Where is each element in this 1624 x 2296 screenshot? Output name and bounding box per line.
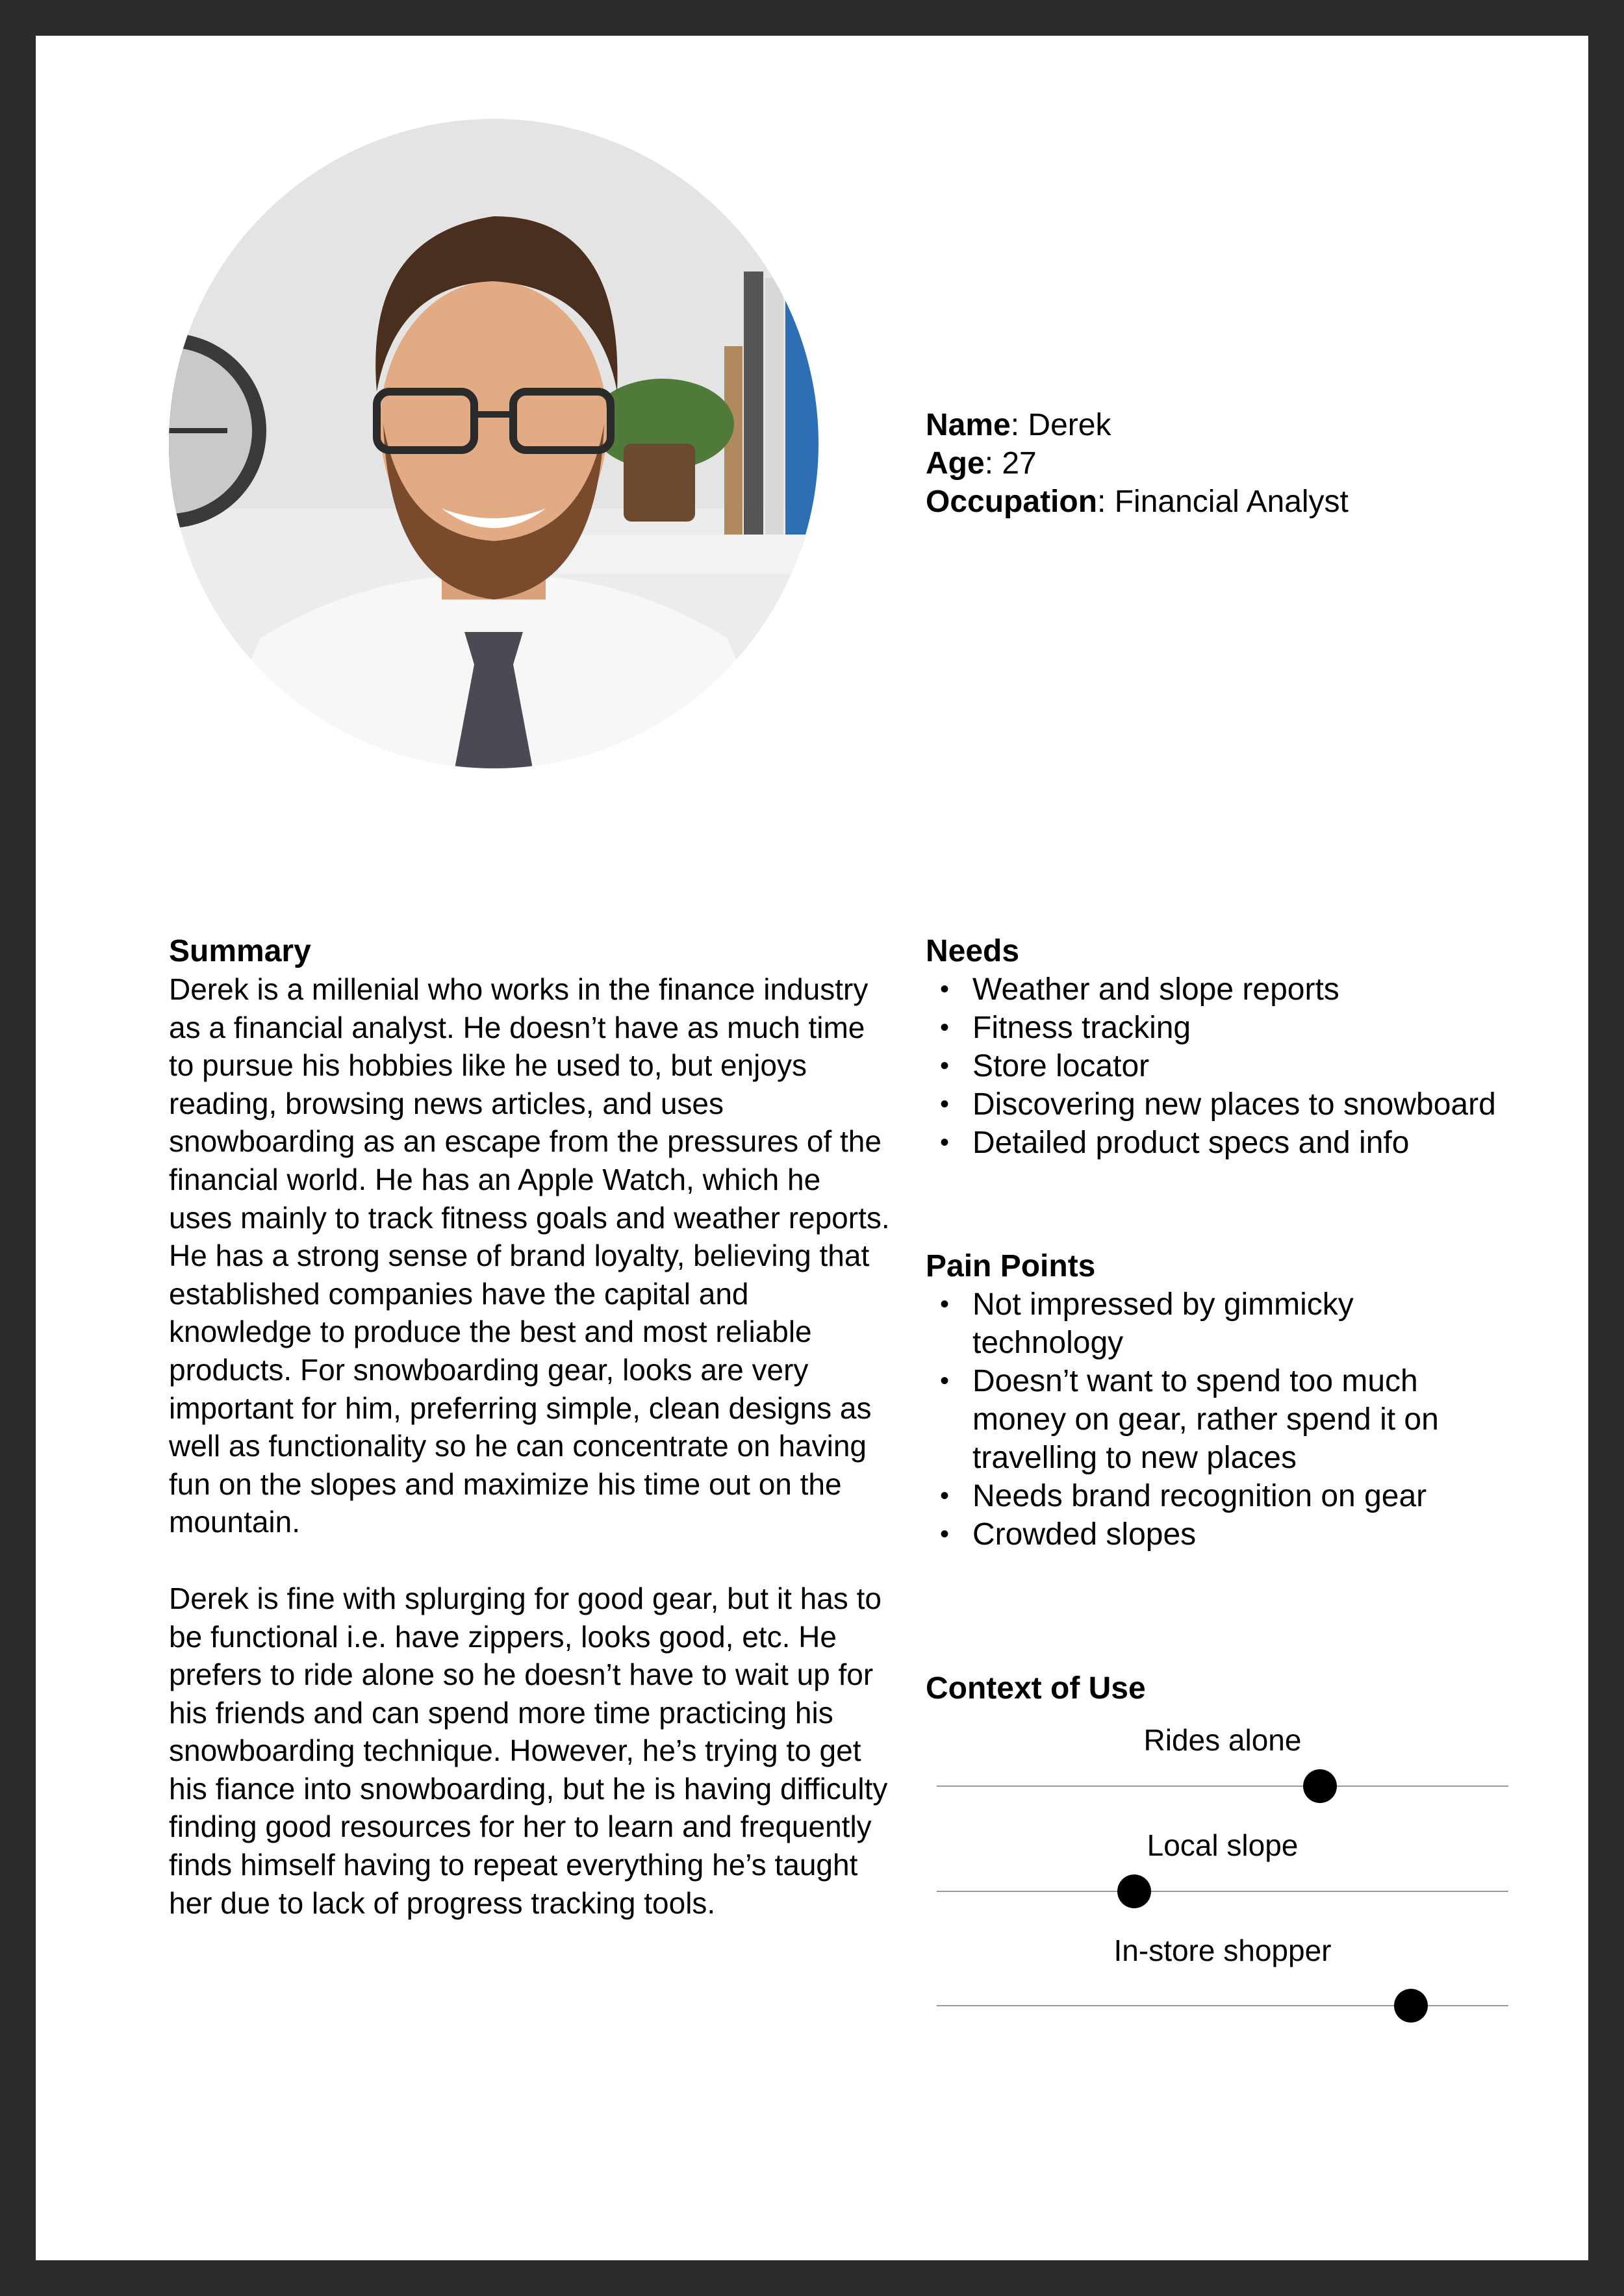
- name-row: [926, 406, 1349, 444]
- persona-info: [926, 406, 1349, 521]
- pain-point-item: • Doesn’t want to spend too much money on gear, rather spend it on travelling to new places: [926, 1362, 1458, 1477]
- slider-label: Local slope: [1147, 1828, 1299, 1862]
- context-heading: Context of Use: [926, 1671, 1146, 1706]
- needs-list: [926, 970, 1575, 1162]
- pain-point-item: • Not impressed by gimmicky technology: [926, 1285, 1458, 1362]
- slider-label: In-store shopper: [1113, 1934, 1332, 1967]
- summary-heading: Summary: [169, 934, 311, 968]
- slider-track: [937, 1785, 1508, 1787]
- summary-paragraph-2: Derek is fine with splurging for good gear, but it has to be functional i.e. have zippers, looks good, etc. He prefers to ride alone so he doesn’t have to wait up for his friends and can spend more time practicing his snowboarding technique. However, he’s trying to get his fiance into snowboarding, but he is having difficulty finding good resources for her to learn and frequently finds himself having to repeat everything he’s taught her due to lack of progress tracking tools.: [169, 1581, 888, 1920]
- summary-paragraph-1: Derek is a millenial who works in the finance industry as a financial analyst. He doesn’t have as much time to pursue his hobbies like he used to, but enjoys reading, browsing news articles, and uses snowboarding as an escape from the pressures of the financial world. He has an Apple Watch, which he uses mainly to track fitness goals and weather reports. He has a strong sense of brand loyalty, believing that established companies have the capital and knowledge to produce the best and most reliable products. For snowboarding gear, looks are very important for him, preferring simple, clean designs as well as functionality so he can concentrate on having fun on the slopes and maximize his time out on the mountain.: [169, 972, 890, 1539]
- needs-item: • Discovering new places to snowboard: [926, 1085, 1575, 1124]
- name-label: Name: [926, 408, 1011, 442]
- slider-knob[interactable]: [1303, 1769, 1337, 1803]
- pain-point-item: • Needs brand recognition on gear: [926, 1477, 1458, 1515]
- slider-label: Rides alone: [1143, 1723, 1302, 1757]
- needs-item: • Store locator: [926, 1047, 1575, 1085]
- persona-page: [36, 36, 1588, 2260]
- pain-point-item: • Crowded slopes: [926, 1515, 1458, 1554]
- occupation-separator: :: [1097, 485, 1115, 519]
- age-separator: :: [984, 446, 1002, 481]
- summary-section: [169, 932, 890, 1922]
- pain-points-list: [926, 1285, 1458, 1554]
- slider-knob[interactable]: [1117, 1874, 1151, 1908]
- slider-knob[interactable]: [1394, 1989, 1428, 2023]
- needs-item: • Detailed product specs and info: [926, 1124, 1575, 1162]
- slider-track: [937, 1891, 1508, 1892]
- context-of-use-section: [926, 1669, 1575, 1967]
- occupation-label: Occupation: [926, 485, 1098, 519]
- age-value: 27: [1002, 446, 1037, 481]
- name-value: Derek: [1028, 408, 1111, 442]
- pain-points-section: [926, 1247, 1575, 1554]
- occupation-row: [926, 483, 1349, 521]
- pain-points-heading: Pain Points: [926, 1249, 1096, 1283]
- needs-heading: Needs: [926, 934, 1020, 968]
- name-separator: :: [1010, 408, 1028, 442]
- age-row: [926, 444, 1349, 483]
- needs-item: • Fitness tracking: [926, 1009, 1575, 1047]
- occupation-value: Financial Analyst: [1114, 485, 1349, 519]
- age-label: Age: [926, 446, 985, 481]
- needs-section: [926, 932, 1575, 1162]
- needs-item: • Weather and slope reports: [926, 970, 1575, 1009]
- persona-photo: [169, 119, 818, 768]
